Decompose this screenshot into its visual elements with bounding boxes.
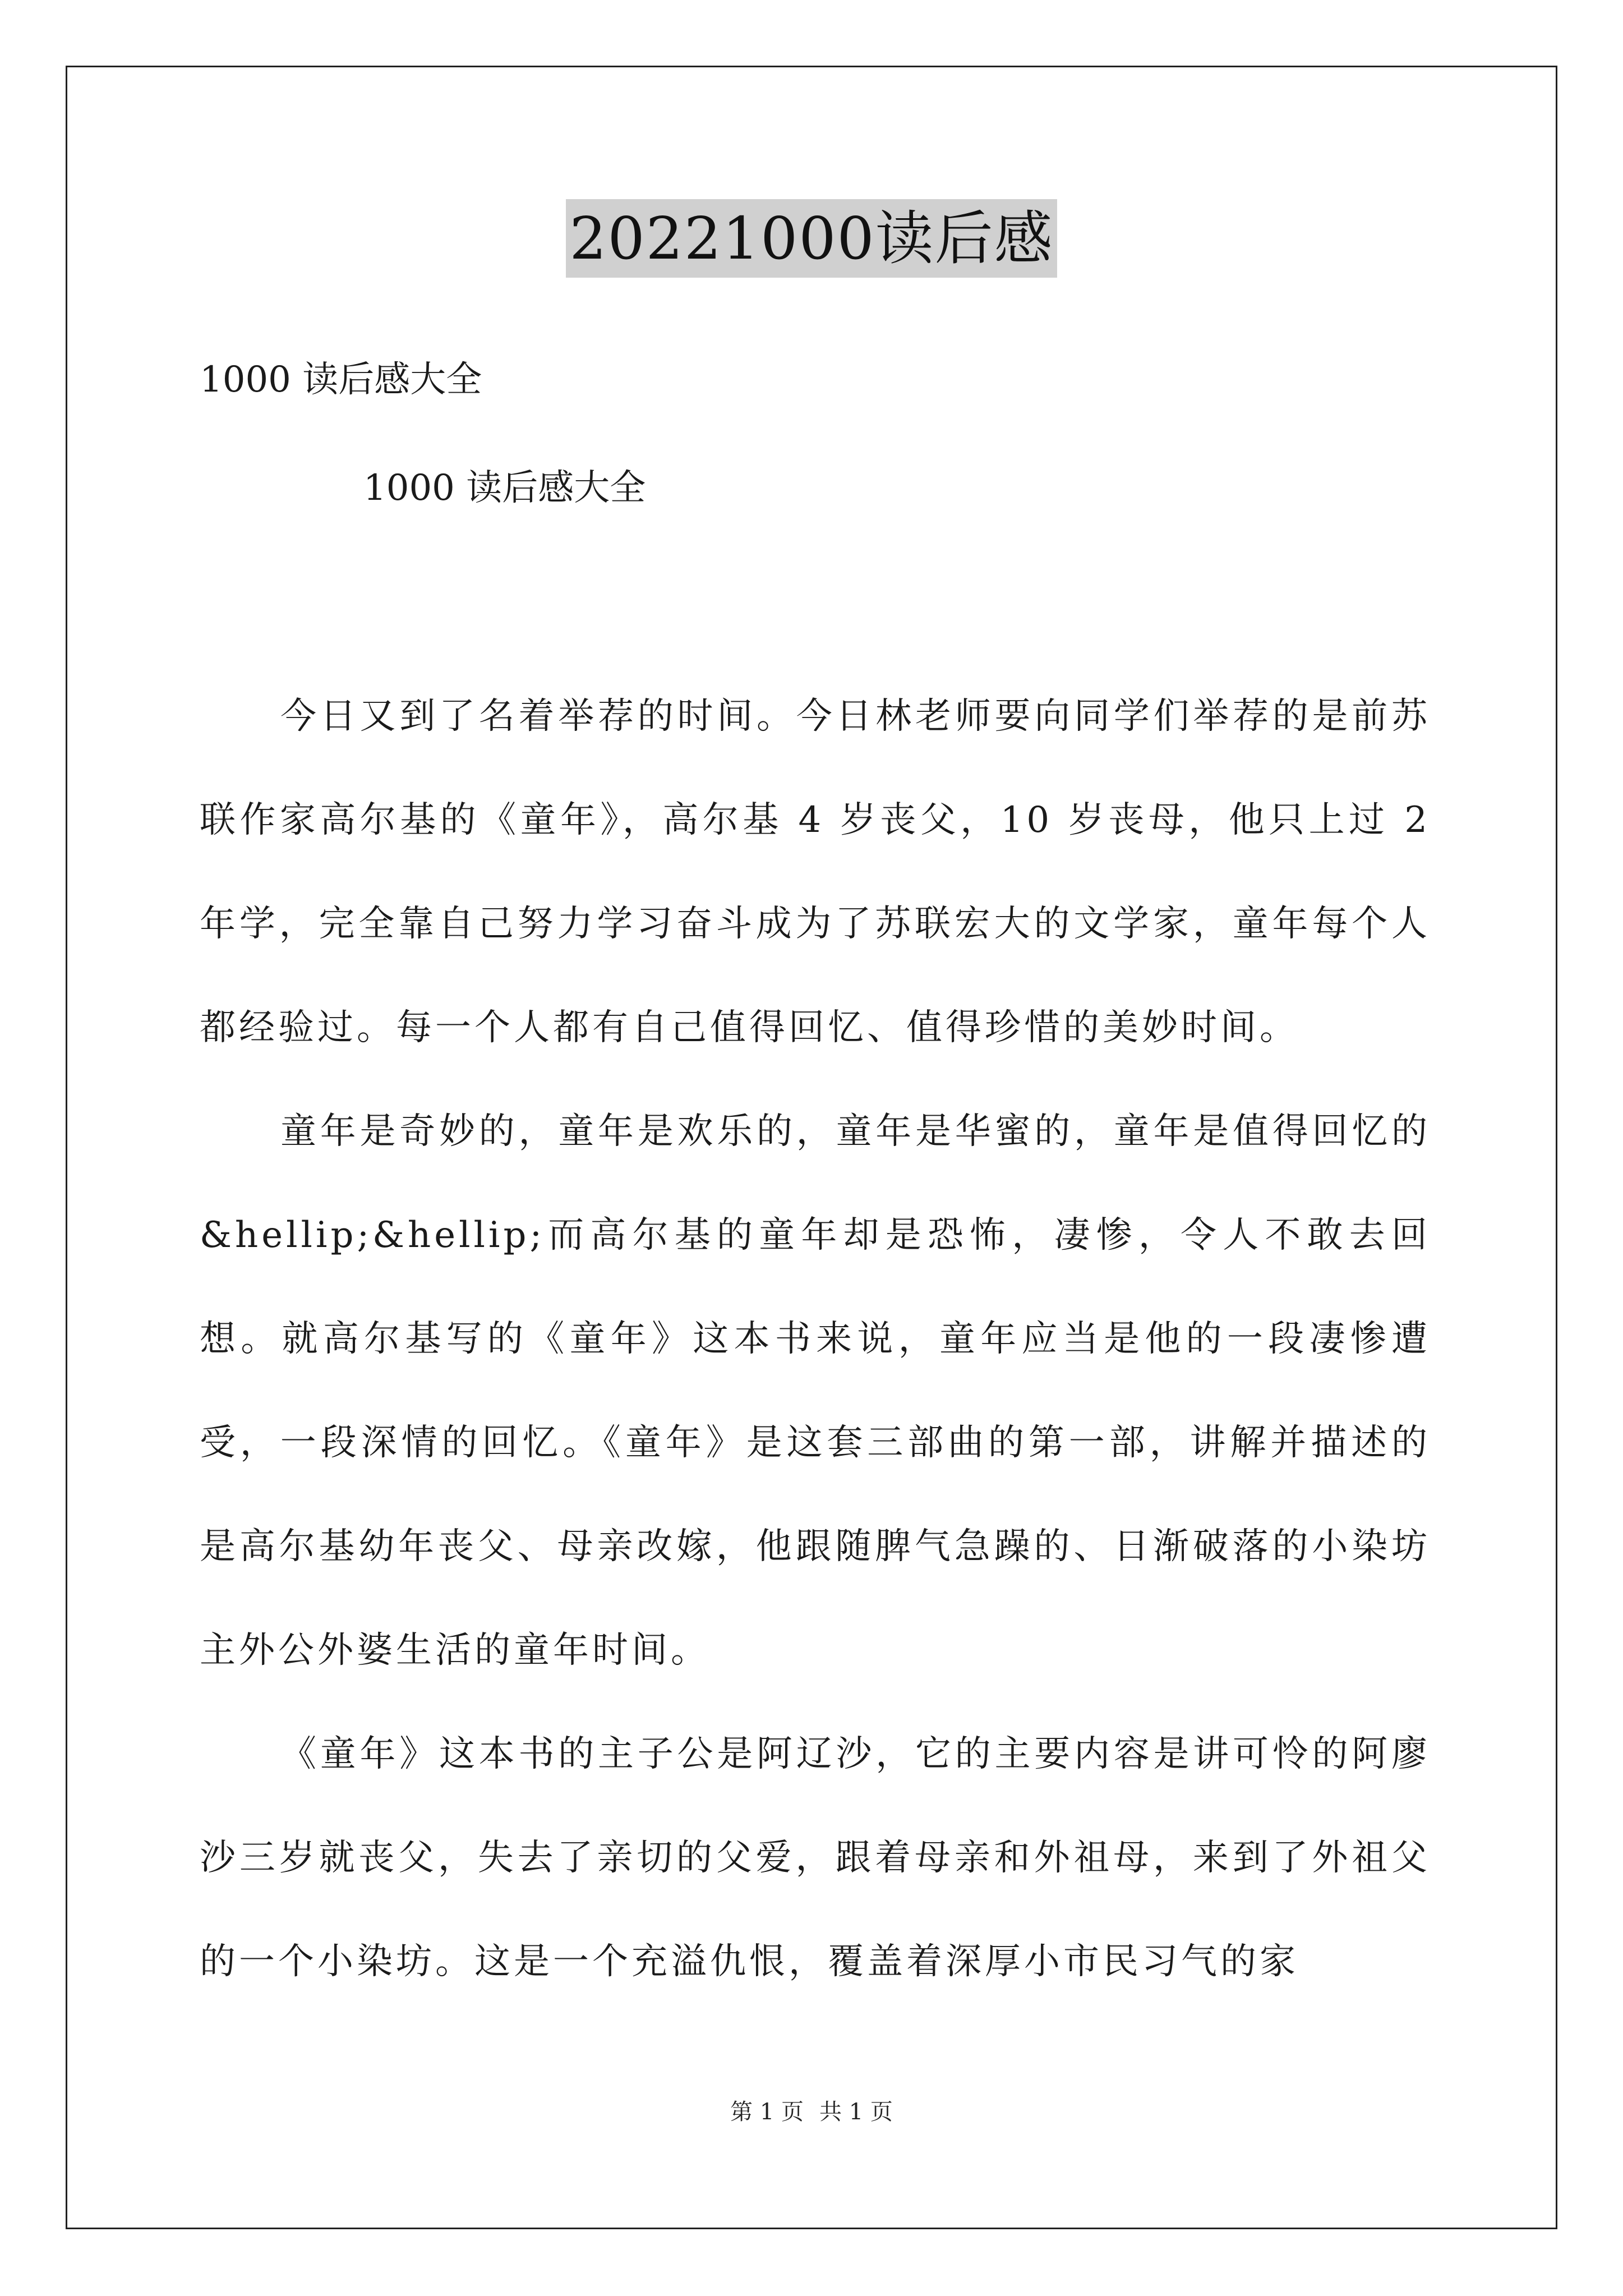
document-body <box>200 665 1431 2014</box>
document-title: 20221000读后感 <box>566 199 1057 278</box>
paragraph-3: 《童年》这本书的主子公是阿辽沙，它的主要内容是讲可怜的阿廖沙三岁就丧父，失去了亲切的父爱，跟着母亲和外祖母，来到了外祖父的一个小染坊。这是一个充溢仇恨，覆盖着深厚小市民习气的家 <box>200 1733 1431 1982</box>
page-footer <box>0 2095 1623 2129</box>
subtitle-line-1: 1000 读后感大全 <box>200 359 482 401</box>
page-number: 第 1 页 <box>730 2099 804 2125</box>
paragraph-2: 童年是奇妙的，童年是欢乐的，童年是华蜜的，童年是值得回忆的&hellip;&hellip;而高尔基的童年却是恐怖，凄惨，令人不敢去回想。就高尔基写的《童年》这本书来说，童年应当是他的一段凄惨遭受，一段深情的回忆。《童年》是这套三部曲的第一部，讲解并描述的是高尔基幼年丧父、母亲改嫁，他跟随脾气急躁的、日渐破落的小染坊主外公外婆生活的童年时间。 <box>200 1111 1431 1671</box>
page-total: 共 1 页 <box>819 2099 893 2125</box>
subtitle-line-2: 1000 读后感大全 <box>363 467 646 509</box>
title-container <box>0 199 1623 278</box>
paragraph-1: 今日又到了名着举荐的时间。今日林老师要向同学们举荐的是前苏联作家高尔基的《童年》，高尔基 4 岁丧父，10 岁丧母，他只上过 2 年学，完全靠自己努力学习奋斗成为了苏联宏大的文学家，童年每个人都经验过。每一个人都有自己值得回忆、值得珍惜的美妙时间。 <box>200 696 1431 1048</box>
